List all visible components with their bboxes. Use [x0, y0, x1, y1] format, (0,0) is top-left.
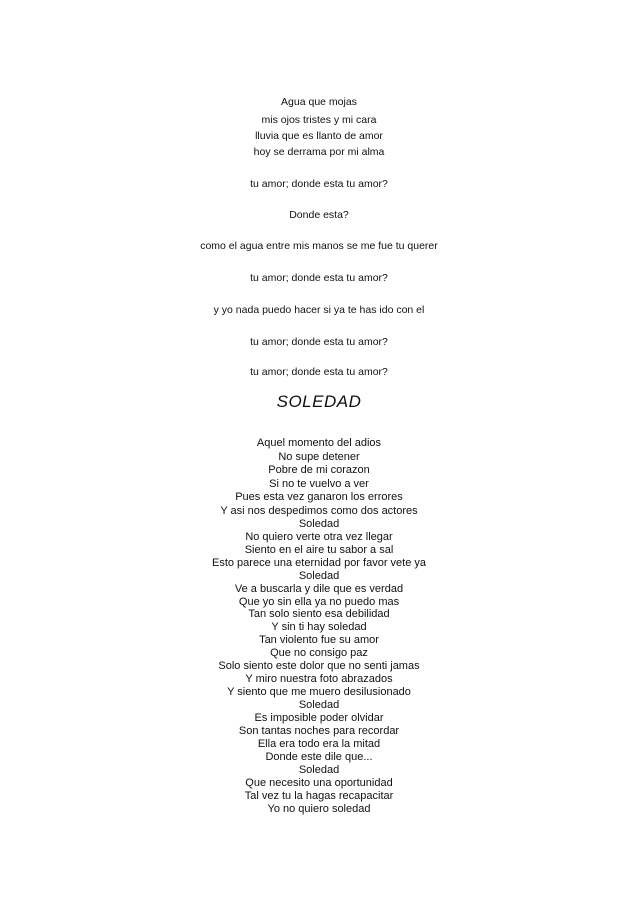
lyric-line: No quiero verte otra vez llegar [245, 531, 393, 543]
lyric-line: tu amor; donde esta tu amor? [250, 272, 388, 284]
lyric-line: Ve a buscarla y dile que es verdad [234, 583, 404, 595]
lyric-line: Tan violento fue su amor [259, 634, 379, 646]
lyric-line: Y sin ti hay soledad [271, 621, 367, 633]
lyric-line: Soledad [298, 764, 340, 776]
lyric-line: Donde este dile que... [265, 751, 373, 763]
lyric-line: Soledad [298, 518, 340, 530]
lyric-line: tu amor; donde esta tu amor? [250, 336, 388, 348]
lyric-line: Soledad [298, 570, 340, 582]
song-title: SOLEDAD [276, 392, 362, 411]
lyric-line: Soledad [298, 699, 340, 711]
lyric-line: Agua que mojas [281, 96, 357, 108]
lyric-line: Tan solo siento esa debilidad [248, 608, 390, 620]
lyric-line: Siento en el aire tu sabor a sal [244, 544, 394, 556]
lyric-line: Aquel momento del adios [256, 437, 382, 449]
lyric-line: Y siento que me muero desilusionado [227, 686, 411, 698]
lyric-line: mis ojos tristes y mi cara [261, 114, 377, 126]
lyric-line: Ella era todo era la mitad [257, 738, 381, 750]
lyric-line: Que yo sin ella ya no puedo mas [238, 596, 400, 608]
lyric-line: Solo siento este dolor que no senti jamas [218, 660, 420, 672]
lyric-line: Si no te vuelvo a ver [269, 478, 369, 490]
lyric-line: Es imposible poder olvidar [254, 712, 384, 724]
lyric-line: lluvia que es llanto de amor [255, 130, 383, 142]
lyric-line: Pobre de mi corazon [268, 464, 370, 476]
lyric-line: tu amor; donde esta tu amor? [250, 178, 388, 190]
lyric-line: Y asi nos despedimos como dos actores [220, 505, 418, 517]
lyric-line: Y miro nuestra foto abrazados [245, 673, 393, 685]
lyric-line: Yo no quiero soledad [267, 803, 371, 815]
lyric-line: No supe detener [278, 451, 360, 463]
lyric-line: y yo nada puedo hacer si ya te has ido con el [213, 304, 425, 316]
lyric-line: Que no consigo paz [270, 647, 368, 659]
lyric-line: Esto parece una eternidad por favor vete ya [211, 557, 427, 569]
lyric-line: Donde esta? [289, 209, 349, 221]
lyric-line: Pues esta vez ganaron los errores [235, 491, 403, 503]
lyric-line: Son tantas noches para recordar [238, 725, 400, 737]
lyric-line: hoy se derrama por mi alma [253, 146, 385, 158]
lyric-line: Tal vez tu la hagas recapacitar [244, 790, 394, 802]
lyric-line: Que necesito una oportunidad [245, 777, 393, 789]
lyric-line: como el agua entre mis manos se me fue tu querer [200, 240, 438, 252]
lyric-line: tu amor; donde esta tu amor? [250, 366, 388, 378]
